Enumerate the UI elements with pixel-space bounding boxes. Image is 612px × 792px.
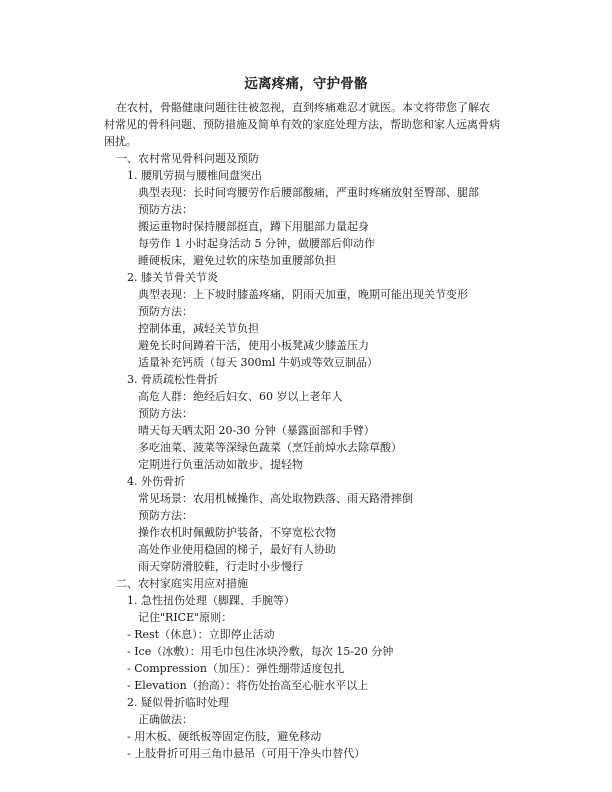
section1-heading: 一、农村常见骨科问题及预防	[116, 152, 259, 165]
intro-line-3: 困扰。	[104, 135, 137, 148]
section1-item4-prevent-label: 预防方法：	[138, 509, 193, 522]
section1-item1-method: 搬运重物时保持腰部挺直，蹲下用腿部力量起身	[138, 220, 369, 233]
section2-item1-heading: 1. 急性扭伤处理（脚踝、手腕等）	[127, 594, 295, 607]
intro-line-2: 村常见的骨科问题、预防措施及简单有效的家庭处理方法，帮助您和家人远离骨病	[104, 118, 500, 131]
section1-item4-method: 操作农机时佩戴防护装备，不穿宽松衣物	[138, 526, 336, 539]
section2-item2-step: - 上肢骨折可用三角巾悬吊（可用干净头巾替代）	[127, 747, 366, 760]
section2-item2-step: - 用木板、硬纸板等固定伤肢，避免移动	[127, 730, 322, 743]
section1-item2-method: 适量补充钙质（每天 300ml 牛奶或等效豆制品）	[138, 356, 378, 369]
section2-item1-step: - Elevation（抬高）：将伤处抬高至心脏水平以上	[127, 679, 369, 692]
page-title: 远离疼痛，守护骨骼	[244, 76, 368, 92]
section1-item4-heading: 4. 外伤骨折	[127, 475, 185, 488]
section2-item1-rice-label: 记住"RICE"原则：	[138, 611, 233, 624]
section2-item1-step: - Ice（冰敷）：用毛巾包住冰块冷敷，每次 15-20 分钟	[127, 645, 394, 658]
section1-item3-prevent-label: 预防方法：	[138, 407, 193, 420]
section1-item3-symptom: 高危人群：绝经后妇女、60 岁以上老年人	[138, 390, 343, 403]
section1-item2-method: 避免长时间蹲着干活，使用小板凳减少膝盖压力	[138, 339, 369, 352]
section1-item4-method: 高处作业使用稳固的梯子，最好有人协助	[138, 543, 336, 556]
section1-item1-method: 每劳作 1 小时起身活动 5 分钟，做腰部后仰动作	[138, 237, 375, 250]
section1-item1-prevent-label: 预防方法：	[138, 203, 193, 216]
section1-item4-method: 雨天穿防滑胶鞋，行走时小步慢行	[138, 560, 303, 573]
section1-item4-symptom: 常见场景：农用机械操作、高处取物跌落、雨天路滑摔倒	[138, 492, 413, 505]
section1-item3-method: 晴天每天晒太阳 20-30 分钟（暴露面部和手臂）	[138, 424, 375, 437]
section1-item2-prevent-label: 预防方法：	[138, 305, 193, 318]
intro-line-1: 在农村，骨骼健康问题往往被忽视，直到疼痛难忍才就医。本文将带您了解农	[116, 101, 490, 114]
section1-item3-heading: 3. 骨质疏松性骨折	[127, 373, 218, 386]
section1-item1-method: 睡硬板床，避免过软的床垫加重腰部负担	[138, 254, 336, 267]
section1-item1-symptom: 典型表现：长时间弯腰劳作后腰部酸痛，严重时疼痛放射至臀部、腿部	[138, 186, 479, 199]
section2-item1-step: - Compression（加压）：弹性绷带适度包扎	[127, 662, 345, 675]
section1-item3-method: 多吃油菜、菠菜等深绿色蔬菜（烹饪前焯水去除草酸）	[138, 441, 402, 454]
section2-heading: 二、农村家庭实用应对措施	[116, 577, 248, 590]
section1-item2-symptom: 典型表现：上下坡时膝盖疼痛，阴雨天加重，晚期可能出现关节变形	[138, 288, 468, 301]
section1-item1-heading: 1. 腰肌劳损与腰椎间盘突出	[127, 169, 262, 182]
section2-item1-step: - Rest（休息）：立即停止活动	[127, 628, 275, 641]
section2-item2-heading: 2. 疑似骨折临时处理	[127, 696, 229, 709]
section1-item2-method: 控制体重，减轻关节负担	[138, 322, 259, 335]
section1-item3-method: 定期进行负重活动如散步、提轻物	[138, 458, 303, 471]
section2-item2-correct-label: 正确做法：	[138, 713, 193, 726]
section1-item2-heading: 2. 膝关节骨关节炎	[127, 271, 218, 284]
